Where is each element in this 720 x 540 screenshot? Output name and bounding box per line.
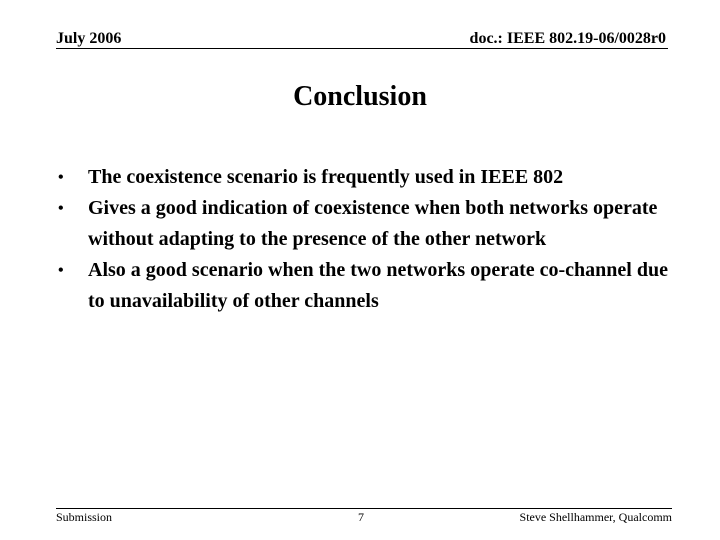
footer-author: Steve Shellhammer, Qualcomm xyxy=(519,510,672,524)
bullet-marker: • xyxy=(58,200,64,217)
bullet-text: Also a good scenario when the two networks operate co-channel due to unavailability of other channels xyxy=(88,259,668,312)
page-number: 7 xyxy=(358,510,364,524)
footer-divider xyxy=(56,508,672,509)
header-doc-id: doc.: IEEE 802.19-06/0028r0 xyxy=(469,30,666,47)
bullet-marker: • xyxy=(58,169,64,186)
header-date: July 2006 xyxy=(56,30,122,47)
bullet-text: The coexistence scenario is frequently used in IEEE 802 xyxy=(88,166,564,188)
bullet-marker: • xyxy=(58,262,64,279)
bullet-text: Gives a good indication of coexistence when both networks operate without adapting to the presence of the other network xyxy=(88,197,658,250)
bullet-item xyxy=(58,193,678,255)
footer-submission: Submission xyxy=(56,510,113,524)
slide-title: Conclusion xyxy=(293,81,427,112)
bullet-list xyxy=(58,162,678,317)
header-divider xyxy=(56,48,668,49)
bullet-item xyxy=(58,255,678,317)
bullet-item xyxy=(58,162,678,193)
